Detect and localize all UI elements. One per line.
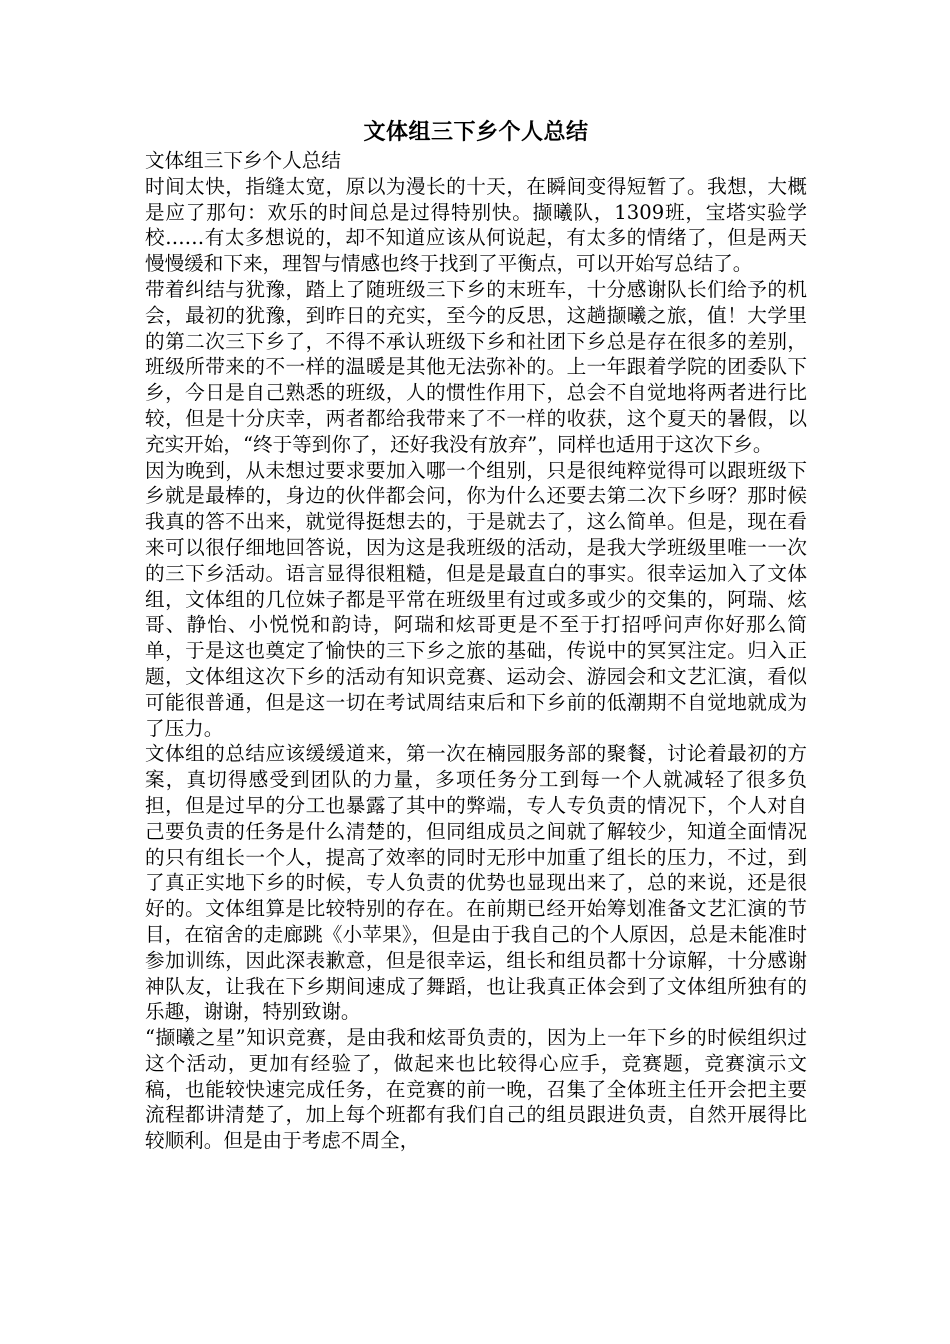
- document-title: 文体组三下乡个人总结: [363, 120, 589, 145]
- paragraph-2: 带着纠结与犹豫，踏上了随班级三下乡的末班车，十分感谢队长们给予的机会，最初的犹豫，到昨日的充实，至今的反思，这趟撷曦之旅，值！大学里的第二次三下乡了，不得不承认班级下乡和社团下乡总是存在很多的差别，班级所带来的不一样的温暖是其他无法弥补的。上一年跟着学院的团委队下乡，今日是自己熟悉的班级，人的惯性作用下，总会不自觉地将两者进行比较，但是十分庆幸，两者都给我带来了不一样的收获，这个夏天的暑假，以充实开始，“终于等到你了，还好我没有放弃”，同样也适用于这次下乡。: [145, 277, 807, 456]
- document-body: [145, 148, 807, 1154]
- paragraph-3: 因为晚到，从未想过要求要加入哪一个组别，只是很纯粹觉得可以跟班级下乡就是最棒的，身边的伙伴都会问，你为什么还要去第二次下乡呀？那时候我真的答不出来，就觉得挺想去的，于是就去了，这么简单。但是，现在看来可以很仔细地回答说，因为这是我班级的活动，是我大学班级里唯一一次的三下乡活动。语言显得很粗糙，但是是最直白的事实。很幸运加入了文体组，文体组的几位妹子都是平常在班级里有过或多或少的交集的，阿瑞、炫哥、静怡、小悦悦和韵诗，阿瑞和炫哥更是不至于打招呼问声你好那么简单，于是这也奠定了愉快的三下乡之旅的基础，传说中的冥冥注定。归入正题，文体组这次下乡的活动有知识竞赛、运动会、游园会和文艺汇演，看似可能很普通，但是这一切在考试周结束后和下乡前的低潮期不自觉地就成为了压力。: [145, 458, 807, 740]
- paragraph-5: “撷曦之星”知识竞赛，是由我和炫哥负责的，因为上一年下乡的时候组织过这个活动，更加有经验了，做起来也比较得心应手，竞赛题，竞赛演示文稿，也能较快速完成任务，在竞赛的前一晚，召集了全体班主任开会把主要流程都讲清楚了，加上每个班都有我们自己的组员跟进负责，自然开展得比较顺利。但是由于考虑不周全，: [145, 1026, 807, 1153]
- paragraph-subtitle: 文体组三下乡个人总结: [145, 149, 341, 172]
- paragraph-1: 时间太快，指缝太宽，原以为漫长的十天，在瞬间变得短暂了。我想，大概是应了那句：欢乐的时间总是过得特别快。撷曦队，1309班，宝塔实验学校……有太多想说的，却不知道应该从何说起，有太多的情绪了，但是两天慢慢缓和下来，理智与情感也终于找到了平衡点，可以开始写总结了。: [145, 174, 807, 276]
- document-page: [145, 118, 807, 1154]
- paragraph-4: 文体组的总结应该缓缓道来，第一次在楠园服务部的聚餐，讨论着最初的方案，真切得感受到团队的力量，多项任务分工到每一个人就减轻了很多负担，但是过早的分工也暴露了其中的弊端，专人专负责的情况下，个人对自己要负责的任务是什么清楚的，但同组成员之间就了解较少，知道全面情况的只有组长一个人，提高了效率的同时无形中加重了组长的压力，不过，到了真正实地下乡的时候，专人负责的优势也显现出来了，总的来说，还是很好的。文体组算是比较特别的存在。在前期已经开始筹划准备文艺汇演的节目，在宿舍的走廊跳《小苹果》，但是由于我自己的个人原因，总是未能准时参加训练，因此深表歉意，但是很幸运，组长和组员都十分谅解，十分感谢神队友，让我在下乡期间速成了舞蹈，也让我真正体会到了文体组所独有的乐趣，谢谢，特别致谢。: [145, 742, 807, 1024]
